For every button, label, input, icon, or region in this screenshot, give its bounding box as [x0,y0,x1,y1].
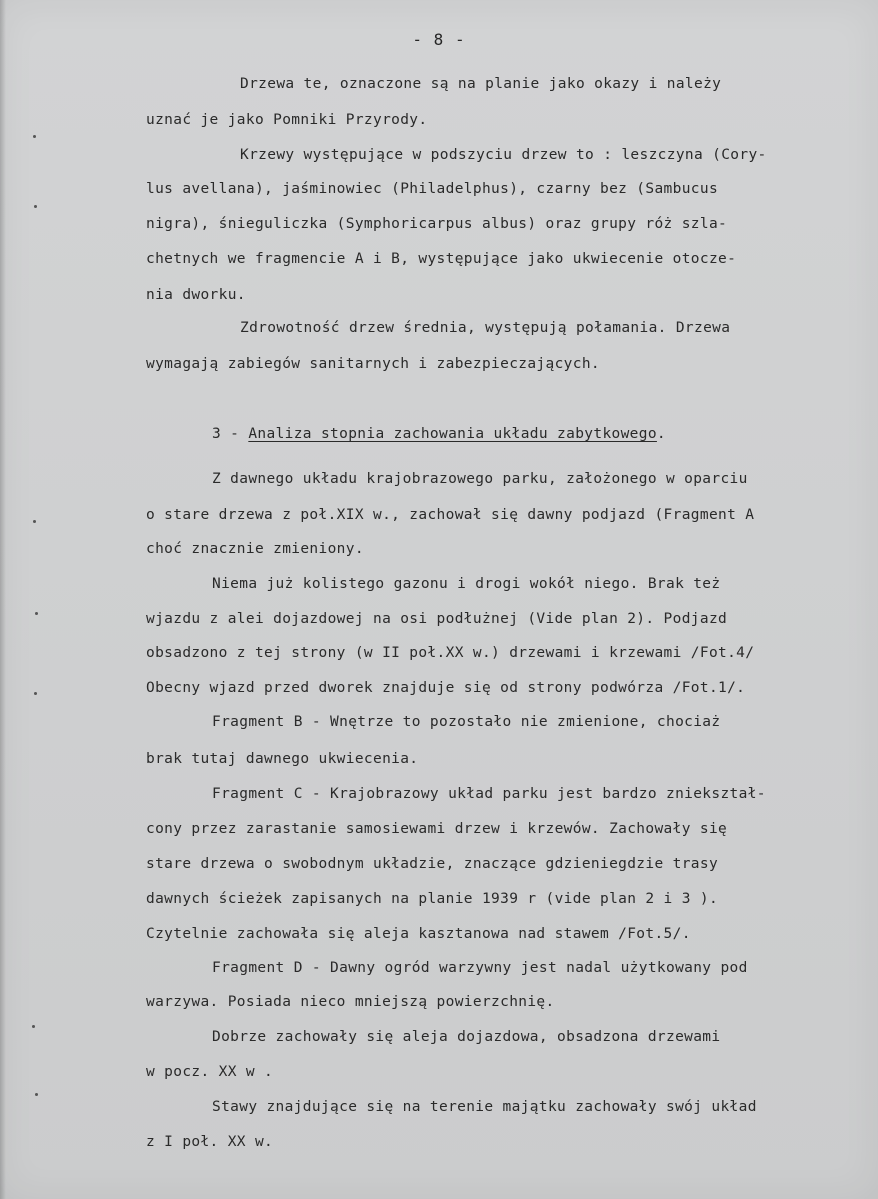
text-line: Niema już kolistego gazonu i drogi wokół niego. Brak też [212,576,721,592]
paper-speck [35,1093,38,1096]
paper-speck [34,692,37,695]
section-suffix: . [656,426,667,442]
paper-speck [34,205,37,208]
text-line: Krzewy występujące w podszyciu drzew to : leszczyna (Cory- [240,147,767,163]
text-line: w pocz. XX w . [146,1064,274,1080]
text-line: Fragment D - Dawny ogród warzywny jest nadal użytkowany pod [212,960,748,976]
text-line: Fragment B - Wnętrze to pozostało nie zmienione, chociaż [212,714,721,730]
text-line: choć znacznie zmieniony. [146,541,364,557]
text-line: stare drzewa o swobodnym układzie, znaczące gdzieniegdzie trasy [146,856,719,872]
text-line: brak tutaj dawnego ukwiecenia. [146,751,419,767]
section-number: 3 - [212,426,249,442]
text-line: Czytelnie zachowała się aleja kasztanowa nad stawem /Fot.5/. [146,926,691,942]
text-line: Obecny wjazd przed dworek znajduje się od strony podwórza /Fot.1/. [146,680,746,696]
page-number: - 8 - [412,30,466,49]
text-line: cony przez zarastanie samosiewami drzew i krzewów. Zachowały się [146,821,728,837]
text-line: lus avellana), jaśminowiec (Philadelphus), czarny bez (Sambucus [146,181,719,197]
text-line: Dobrze zachowały się aleja dojazdowa, obsadzona drzewami [212,1029,721,1045]
text-line: obsadzono z tej strony (w II poł.XX w.) drzewami i krzewami /Fot.4/ [146,645,755,661]
paper-speck [32,1025,35,1028]
text-line: dawnych ścieżek zapisanych na planie 1939 r (vide plan 2 i 3 ). [146,891,719,907]
text-line: z I poł. XX w. [146,1134,274,1150]
page-edge-shadow [0,0,6,1199]
text-line: Stawy znajdujące się na terenie majątku zachowały swój układ [212,1099,757,1115]
text-line: chetnych we fragmencie A i B, występujące jako ukwiecenie otocze- [146,251,737,267]
paper-speck [33,135,36,138]
paper-speck [35,612,38,615]
section-heading [212,426,666,442]
text-line: Z dawnego układu krajobrazowego parku, założonego w oparciu [212,471,748,487]
text-line: wymagają zabiegów sanitarnych i zabezpieczających. [146,356,600,372]
text-line: uznać je jako Pomniki Przyrody. [146,112,428,128]
text-line: wjazdu z alei dojazdowej na osi podłużnej (Vide plan 2). Podjazd [146,611,728,627]
text-line: Zdrowotność drzew średnia, występują połamania. Drzewa [240,320,731,336]
text-line: Fragment C - Krajobrazowy układ parku jest bardzo zniekształ- [212,786,766,802]
text-line: nia dworku. [146,287,246,303]
text-line: o stare drzewa z poł.XIX w., zachował się dawny podjazd (Fragment A [146,507,755,523]
text-line: Drzewa te, oznaczone są na planie jako okazy i należy [240,76,722,92]
section-title: Analiza stopnia zachowania układu zabytkowego [248,426,657,442]
text-line: nigra), śnieguliczka (Symphoricarpus albus) oraz grupy róż szla- [146,216,728,232]
paper-speck [33,520,36,523]
text-line: warzywa. Posiada nieco mniejszą powierzchnię. [146,994,555,1010]
